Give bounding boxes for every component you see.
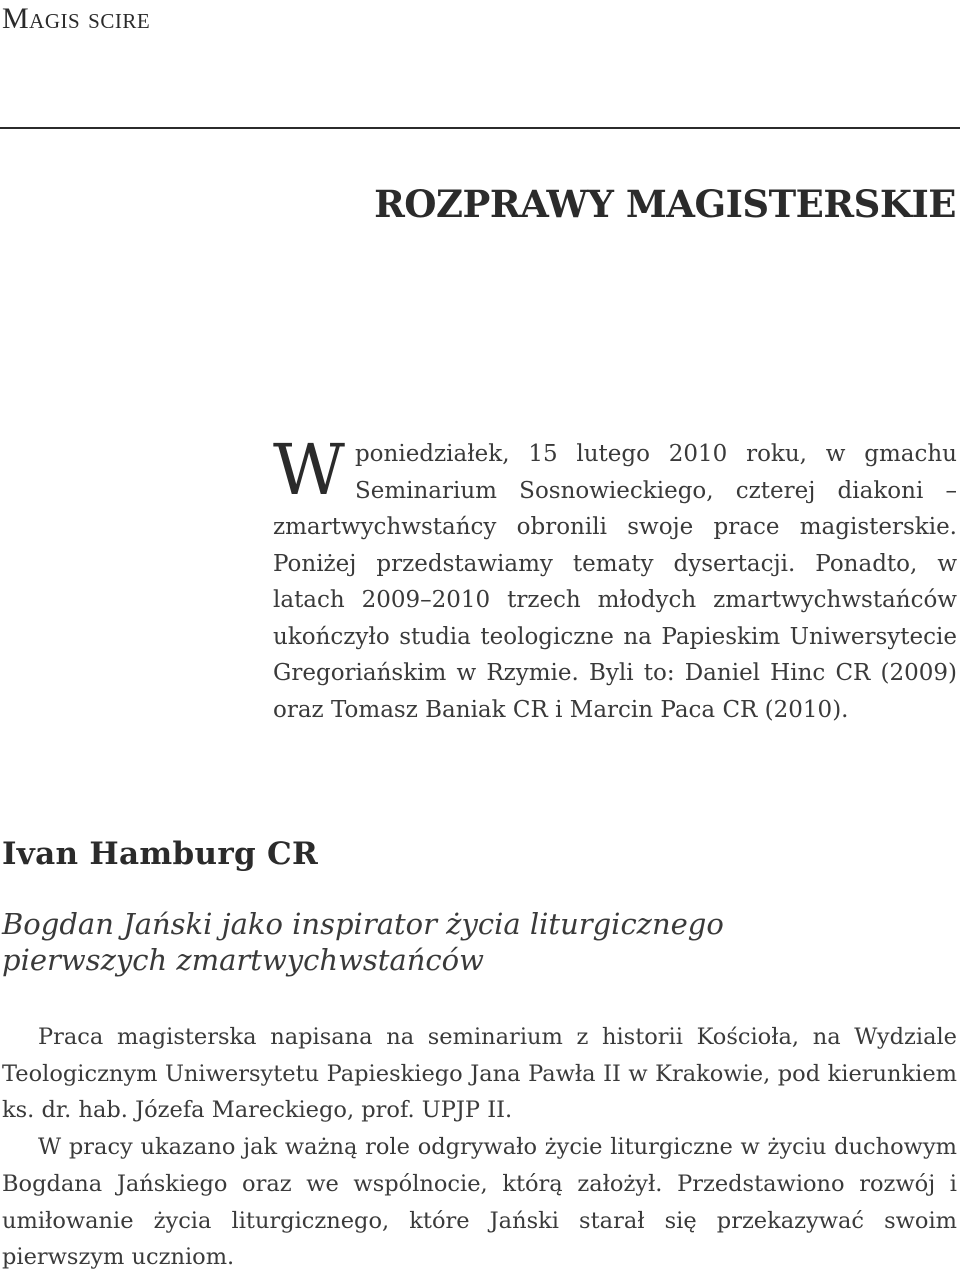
section-title: ROZPRAWY MAGISTERSKIE	[374, 182, 956, 226]
intro-paragraph	[273, 429, 957, 728]
thesis-title	[2, 906, 922, 978]
description-paragraph-2: W pracy ukazano jak ważną role odgrywało życie liturgiczne w życiu duchowym Bogdana Jańskiego oraz we wspólnocie, którą założył. Przedstawiono rozwój i umiłowanie życia liturgicznego, które Jański starał się przekazywać swoim pierwszym uczniom.	[2, 1134, 957, 1271]
thesis-author: Ivan Hamburg CR	[2, 836, 319, 872]
drop-cap: W	[273, 429, 345, 511]
thesis-description	[2, 1019, 957, 1276]
intro-text: poniedziałek, 15 lutego 2010 roku, w gmachu Seminarium Sosnowieckiego, czterej diakoni – zmartwychwstańcy obronili swoje prace magisterskie. Poniżej przedstawiamy tematy dysertacji. Ponadto, w latach 2009–2010 trzech młodych zmartwychwstańców ukończyło studia teologiczne na Papieskim Uniwersytecie Gregoriańskim w Rzymie. Byli to: Daniel Hinc CR (2009) oraz Tomasz Baniak CR i Marcin Paca CR (2010).	[273, 441, 957, 723]
running-head: Magis scire	[2, 2, 151, 35]
thesis-title-line-2: pierwszych zmartwychwstańców	[2, 943, 484, 977]
description-paragraph-1: Praca magisterska napisana na seminarium z historii Kościoła, na Wydziale Teologicznym Uniwersytetu Papieskiego Jana Pawła II w Krakowie, pod kierunkiem ks. dr. hab. Józefa Mareckiego, prof. UPJP II.	[2, 1024, 957, 1124]
header-rule	[0, 127, 960, 129]
thesis-title-line-1: Bogdan Jański jako inspirator życia liturgicznego	[2, 907, 724, 941]
